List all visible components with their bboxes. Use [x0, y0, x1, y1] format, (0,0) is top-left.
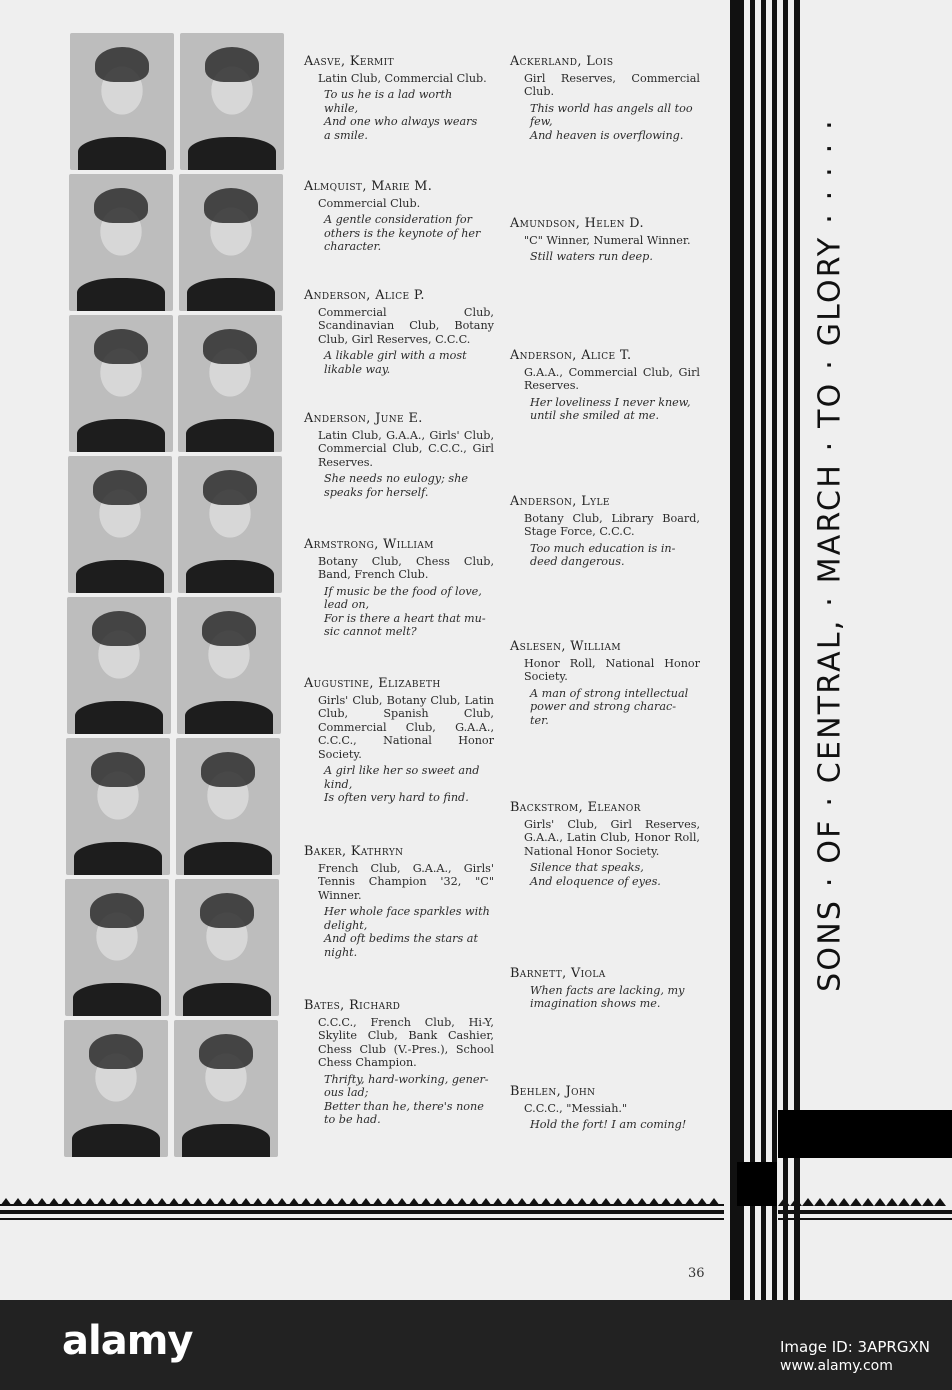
portrait-photo	[178, 315, 282, 452]
student-entry	[510, 967, 702, 1011]
student-quote: Her loveliness I never knew, until she smiled at me.	[530, 395, 691, 422]
sawtooth-tooth	[612, 1198, 624, 1206]
student-quote: Too much education is in- deed dangerous.	[530, 541, 676, 568]
vertical-stripe	[750, 0, 755, 1300]
watermark-logo: alamy	[62, 1318, 193, 1364]
student-activities: Botany Club, Chess Club, Band, French Club.	[318, 554, 494, 581]
sawtooth-tooth	[60, 1198, 72, 1206]
student-entry	[304, 538, 496, 639]
sawtooth-tooth	[862, 1198, 874, 1206]
student-name: Anderson, Alice T.	[510, 348, 632, 363]
portrait-photo	[174, 1020, 278, 1157]
portrait-photo	[68, 456, 172, 593]
sawtooth-tooth	[660, 1198, 672, 1206]
sawtooth-tooth	[324, 1198, 336, 1206]
sawtooth-tooth	[672, 1198, 684, 1206]
student-entry	[510, 1085, 702, 1132]
student-activities: French Club, G.A.A., Girls' Tennis Champion '32, "C" Winner.	[318, 861, 494, 902]
portrait-photo	[69, 174, 173, 311]
student-activities: Girl Reserves, Commercial Club.	[524, 71, 700, 98]
sawtooth-tooth	[444, 1198, 456, 1206]
student-name: Barnett, Viola	[510, 966, 606, 981]
student-name: Anderson, Alice P.	[304, 288, 425, 303]
portrait-photo	[179, 174, 283, 311]
student-name: Backstrom, Eleanor	[510, 800, 641, 815]
vertical-stripe	[783, 0, 788, 1300]
student-entry	[304, 845, 496, 959]
sawtooth-tooth	[696, 1198, 708, 1206]
sawtooth-tooth	[0, 1198, 12, 1206]
sawtooth-tooth	[180, 1198, 192, 1206]
student-activities: G.A.A., Commercial Club, Girl Reserves.	[524, 365, 700, 392]
sawtooth-tooth	[814, 1198, 826, 1206]
portrait-photo	[70, 33, 174, 170]
portrait-photo	[65, 879, 169, 1016]
portrait-photo	[177, 597, 281, 734]
student-quote: This world has angels all too few, And heaven is overflowing.	[530, 101, 693, 142]
student-entry	[510, 495, 702, 569]
sawtooth-tooth	[252, 1198, 264, 1206]
sawtooth-tooth	[240, 1198, 252, 1206]
student-entry	[510, 801, 702, 888]
portrait-photo	[175, 879, 279, 1016]
student-activities: Honor Roll, National Honor Society.	[524, 656, 700, 683]
sawtooth-tooth	[540, 1198, 552, 1206]
student-quote: To us he is a lad worth while, And one who always wears a smile.	[324, 88, 478, 142]
sawtooth-tooth	[636, 1198, 648, 1206]
sawtooth-tooth	[934, 1198, 946, 1206]
student-activities: C.C.C., "Messiah."	[524, 1101, 628, 1115]
sawtooth-tooth	[886, 1198, 898, 1206]
watermark-url: www.alamy.com	[780, 1358, 893, 1374]
sawtooth-tooth	[108, 1198, 120, 1206]
sawtooth-tooth	[408, 1198, 420, 1206]
vertical-stripe	[730, 0, 744, 1300]
sawtooth-tooth	[504, 1198, 516, 1206]
portrait-photo	[67, 597, 171, 734]
vertical-stripe	[772, 0, 777, 1300]
portrait-grid	[64, 33, 286, 1158]
student-entry	[510, 217, 702, 264]
border-line	[778, 1218, 952, 1220]
student-quote: Hold the fort! I am coming!	[530, 1118, 687, 1131]
portrait-photo	[64, 1020, 168, 1157]
border-line	[0, 1210, 724, 1214]
portrait-photo	[180, 33, 284, 170]
sawtooth-tooth	[624, 1198, 636, 1206]
page-number: 36	[688, 1266, 705, 1281]
sawtooth-tooth	[492, 1198, 504, 1206]
student-activities: Commercial Club, Scandinavian Club, Botany Club, Girl Reserves, C.C.C.	[318, 305, 494, 346]
student-name: Baker, Kathryn	[304, 844, 404, 859]
student-entry	[510, 55, 702, 142]
sawtooth-tooth	[360, 1198, 372, 1206]
sawtooth-tooth	[456, 1198, 468, 1206]
sawtooth-tooth	[156, 1198, 168, 1206]
sawtooth-tooth	[36, 1198, 48, 1206]
sawtooth-tooth	[802, 1198, 814, 1206]
student-quote: Still waters run deep.	[530, 250, 653, 263]
watermark-image-id: Image ID: 3APRGXN	[780, 1338, 930, 1356]
sawtooth-tooth	[898, 1198, 910, 1206]
sawtooth-tooth	[24, 1198, 36, 1206]
sawtooth-tooth	[384, 1198, 396, 1206]
student-quote: Her whole face sparkles with delight, And oft bedims the stars at night.	[324, 905, 490, 959]
sawtooth-tooth	[216, 1198, 228, 1206]
student-quote: A man of strong intellectual power and strong charac- ter.	[530, 686, 689, 727]
student-quote: If music be the food of love, lead on, For is there a heart that mu- sic cannot melt?	[324, 584, 486, 638]
sawtooth-tooth	[648, 1198, 660, 1206]
sawtooth-tooth	[264, 1198, 276, 1206]
sawtooth-tooth	[228, 1198, 240, 1206]
sawtooth-tooth	[120, 1198, 132, 1206]
sawtooth-tooth	[684, 1198, 696, 1206]
student-activities: "C" Winner, Numeral Winner.	[524, 233, 691, 247]
portrait-photo	[66, 738, 170, 875]
student-activities: Girls' Club, Botany Club, Latin Club, Spanish Club, Commercial Club, G.A.A., C.C.C., National Honor Society.	[318, 693, 494, 761]
student-activities: Latin Club, Commercial Club.	[318, 71, 487, 85]
portrait-photo	[69, 315, 173, 452]
student-entry	[304, 55, 496, 142]
student-entry	[510, 640, 702, 727]
student-name: Ackerland, Lois	[510, 54, 614, 69]
sawtooth-tooth	[588, 1198, 600, 1206]
sawtooth-tooth	[480, 1198, 492, 1206]
sawtooth-tooth	[516, 1198, 528, 1206]
sawtooth-tooth	[910, 1198, 922, 1206]
sawtooth-tooth	[144, 1198, 156, 1206]
sidebar-banner	[808, 0, 852, 1110]
student-entry	[304, 412, 496, 499]
student-quote: A likable girl with a most likable way.	[324, 349, 467, 376]
sawtooth-tooth	[48, 1198, 60, 1206]
student-name: Aslesen, William	[510, 639, 622, 654]
portrait-photo	[178, 456, 282, 593]
sawtooth-tooth	[826, 1198, 838, 1206]
sawtooth-tooth	[922, 1198, 934, 1206]
portrait-photo	[176, 738, 280, 875]
vertical-stripe	[761, 0, 766, 1300]
sawtooth-tooth	[276, 1198, 288, 1206]
student-activities: Latin Club, G.A.A., Girls' Club, Commercial Club, C.C.C., Girl Reserves.	[318, 428, 494, 469]
border-line	[778, 1210, 952, 1214]
student-name: Behlen, John	[510, 1084, 596, 1099]
decorative-border	[0, 1192, 952, 1232]
sawtooth-tooth	[552, 1198, 564, 1206]
sawtooth-tooth	[432, 1198, 444, 1206]
sawtooth-tooth	[192, 1198, 204, 1206]
sawtooth-tooth	[372, 1198, 384, 1206]
sawtooth-tooth	[838, 1198, 850, 1206]
student-entry	[304, 180, 496, 254]
vertical-stripe	[794, 0, 800, 1300]
student-entry	[304, 999, 496, 1127]
sawtooth-tooth	[874, 1198, 886, 1206]
sawtooth-tooth	[564, 1198, 576, 1206]
sidebar-banner-text: SONS · OF · CENTRAL, · MARCH · TO · GLORY · · · · ·	[812, 118, 848, 992]
student-activities: Girls' Club, Girl Reserves, G.A.A., Latin Club, Honor Roll, National Honor Society.	[524, 817, 700, 858]
sawtooth-tooth	[790, 1198, 802, 1206]
sawtooth-tooth	[12, 1198, 24, 1206]
student-quote: Silence that speaks, And eloquence of eyes.	[530, 861, 661, 888]
sawtooth-tooth	[96, 1198, 108, 1206]
sawtooth-tooth	[168, 1198, 180, 1206]
sawtooth-tooth	[312, 1198, 324, 1206]
sawtooth-tooth	[708, 1198, 720, 1206]
student-entry	[304, 677, 496, 805]
sawtooth-tooth	[600, 1198, 612, 1206]
student-name: Aasve, Kermit	[304, 54, 394, 69]
student-quote: She needs no eulogy; she speaks for herself.	[324, 472, 468, 499]
decorative-block	[778, 1110, 952, 1158]
student-activities: Commercial Club.	[318, 196, 421, 210]
sawtooth-tooth	[300, 1198, 312, 1206]
student-entry	[304, 289, 496, 376]
student-name: Almquist, Marie M.	[304, 179, 433, 194]
student-name: Anderson, Lyle	[510, 494, 610, 509]
student-entry	[510, 349, 702, 423]
student-quote: A girl like her so sweet and kind, Is often very hard to find.	[324, 764, 480, 804]
sawtooth-tooth	[84, 1198, 96, 1206]
student-name: Armstrong, William	[304, 537, 434, 552]
sawtooth-tooth	[336, 1198, 348, 1206]
sawtooth-tooth	[528, 1198, 540, 1206]
sawtooth-tooth	[576, 1198, 588, 1206]
sawtooth-tooth	[72, 1198, 84, 1206]
student-name: Amundson, Helen D.	[510, 216, 644, 231]
student-name: Augustine, Elizabeth	[304, 676, 441, 691]
sawtooth-tooth	[850, 1198, 862, 1206]
student-activities: Botany Club, Library Board, Stage Force, C.C.C.	[524, 511, 700, 538]
student-activities: C.C.C., French Club, Hi-Y, Skylite Club, Bank Cashier, Chess Club (V.-Pres.), School Chess Champion.	[318, 1015, 494, 1069]
student-quote: Thrifty, hard-working, gener- ous lad; Better than he, there's none to be had.	[324, 1072, 489, 1126]
student-quote: When facts are lacking, my imagination shows me.	[530, 983, 685, 1010]
sawtooth-tooth	[288, 1198, 300, 1206]
sawtooth-tooth	[468, 1198, 480, 1206]
border-line	[0, 1218, 724, 1220]
sawtooth-tooth	[204, 1198, 216, 1206]
sawtooth-tooth	[132, 1198, 144, 1206]
sawtooth-tooth	[396, 1198, 408, 1206]
sawtooth-tooth	[420, 1198, 432, 1206]
student-name: Bates, Richard	[304, 998, 401, 1013]
sawtooth-tooth	[348, 1198, 360, 1206]
sawtooth-tooth	[778, 1198, 790, 1206]
student-name: Anderson, June E.	[304, 411, 423, 426]
student-quote: A gentle consideration for others is the keynote of her character.	[324, 213, 481, 253]
